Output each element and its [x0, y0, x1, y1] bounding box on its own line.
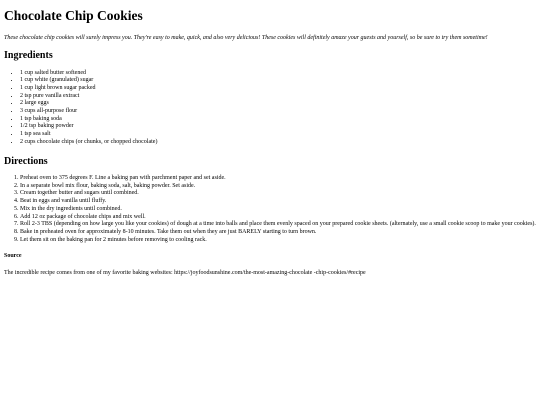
- recipe-intro: These chocolate chip cookies will surely impress you. They're easy to make, quick, and also very delicious! These cookies will definitely amaze your guests and yourself, so be sure to try them sometime!: [4, 34, 488, 41]
- ingredients-heading: Ingredients: [4, 50, 53, 62]
- direction-step: 2. In a separate bowl mix flour, baking soda, salt, baking powder. Set aside.: [20, 183, 536, 191]
- ingredients-list: [4, 70, 536, 147]
- direction-step: 6. Add 12 oz package of chocolate chips and mix well.: [20, 214, 536, 222]
- ingredient-item: • 1 tsp baking soda: [20, 116, 536, 124]
- ingredient-item: • 1 cup white (granulated) sugar: [20, 77, 536, 85]
- direction-step: 9. Let them sit on the baking pan for 2 minutes before removing to cooling rack.: [20, 237, 536, 245]
- direction-step: 3. Cream together butter and sugars until combined.: [20, 190, 536, 198]
- ingredients-section: [4, 50, 536, 147]
- direction-step: 5. Mix in the dry ingredients until combined.: [20, 206, 536, 214]
- ingredient-item: • 2 tsp pure vanilla extract: [20, 93, 536, 101]
- source-text: The incredible recipe comes from one of my favorite baking websites: https://joyfoodsunshine.com/the-most-amazing-chocolate -chip-cookies/#recipe: [4, 269, 366, 276]
- direction-step: 8. Bake in preheated oven for approximately 8-10 minutes. Take them out when they are just BARELY starting to turn brown.: [20, 229, 536, 237]
- ingredient-item: • 1 tsp sea salt: [20, 131, 536, 139]
- directions-heading: Directions: [4, 155, 48, 167]
- direction-step: 1. Preheat oven to 375 degrees F. Line a baking pan with parchment paper and set aside.: [20, 175, 536, 183]
- ingredient-item: • 2 cups chocolate chips (or chunks, or chopped chocolate): [20, 139, 536, 147]
- direction-step: 7. Roll 2-3 TBS (depending on how large you like your cookies) of dough at a time into balls and place them evenly spaced on your prepared cookie sheets. (alternately, use a small cookie scoop to make your cookies).: [20, 221, 536, 229]
- directions-section: [4, 156, 536, 245]
- page-title: Chocolate Chip Cookies: [4, 8, 143, 23]
- ingredient-item: • 1 cup light brown sugar packed: [20, 85, 536, 93]
- direction-step: 4. Beat in eggs and vanilla until fluffy.: [20, 198, 536, 206]
- ingredient-item: • 3 cups all-purpose flour: [20, 108, 536, 116]
- source-heading: Source: [4, 253, 22, 260]
- ingredient-item: • 1 cup salted butter softened: [20, 70, 536, 78]
- directions-list: [4, 175, 536, 244]
- ingredient-item: • 1/2 tsp baking powder: [20, 123, 536, 131]
- ingredient-item: • 2 large eggs: [20, 100, 536, 108]
